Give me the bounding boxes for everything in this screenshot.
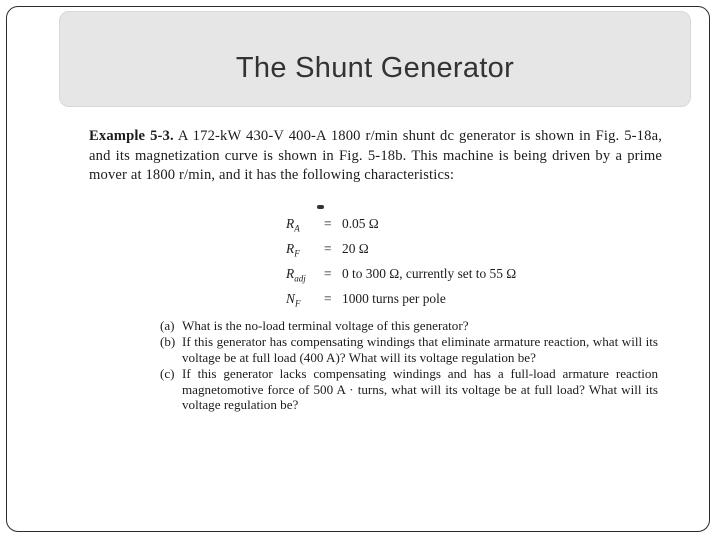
parameter-symbol: R bbox=[286, 241, 295, 256]
parameter-equals: = bbox=[324, 291, 332, 306]
question-label: (a) bbox=[160, 318, 175, 333]
example-paragraph bbox=[89, 127, 662, 186]
parameter-symbol: R bbox=[286, 266, 295, 281]
question-label: (c) bbox=[160, 366, 175, 381]
question-a bbox=[160, 318, 658, 334]
parameter-value: 0.05 Ω bbox=[342, 216, 379, 231]
scanned-example-image bbox=[86, 124, 664, 416]
question-text: If this generator has compensating windings that eliminate armature reaction, what will its voltage be at full load (400 A)? What will its voltage regulation be? bbox=[182, 334, 658, 365]
question-c bbox=[160, 366, 658, 413]
example-heading: Example 5-3. bbox=[89, 128, 174, 144]
parameter-value: 0 to 300 Ω, currently set to 55 Ω bbox=[342, 266, 517, 281]
scan-speck bbox=[317, 205, 324, 209]
parameter-equals: = bbox=[324, 216, 332, 231]
question-b bbox=[160, 334, 658, 365]
example-body: A 172-kW 430-V 400-A 1800 r/min shunt dc generator is shown in Fig. 5-18a, and its magnetization curve is shown in Fig. 5-18b. This machine is being driven by a prime mover at 1800 r/min, and it has the following characteristics: bbox=[89, 128, 662, 183]
parameter-symbol: R bbox=[286, 216, 295, 231]
parameter-value: 20 Ω bbox=[342, 241, 369, 256]
parameter-equals: = bbox=[324, 241, 332, 256]
parameter-subscript: A bbox=[294, 223, 300, 234]
question-text: If this generator lacks compensating windings and has a full-load armature reaction magnetomotive force of 500 A · turns, what will its voltage be at full load? What will its voltage regulation be? bbox=[182, 366, 658, 413]
slide-title: The Shunt Generator bbox=[235, 52, 515, 84]
question-label: (b) bbox=[160, 334, 176, 349]
parameter-subscript: F bbox=[294, 298, 301, 309]
question-text: What is the no-load terminal voltage of this generator? bbox=[182, 318, 469, 333]
parameter-value: 1000 turns per pole bbox=[342, 291, 446, 306]
parameter-subscript: adj bbox=[294, 273, 306, 284]
parameter-equals: = bbox=[324, 266, 332, 281]
parameter-symbol: N bbox=[286, 291, 295, 306]
parameter-subscript: F bbox=[294, 248, 300, 259]
